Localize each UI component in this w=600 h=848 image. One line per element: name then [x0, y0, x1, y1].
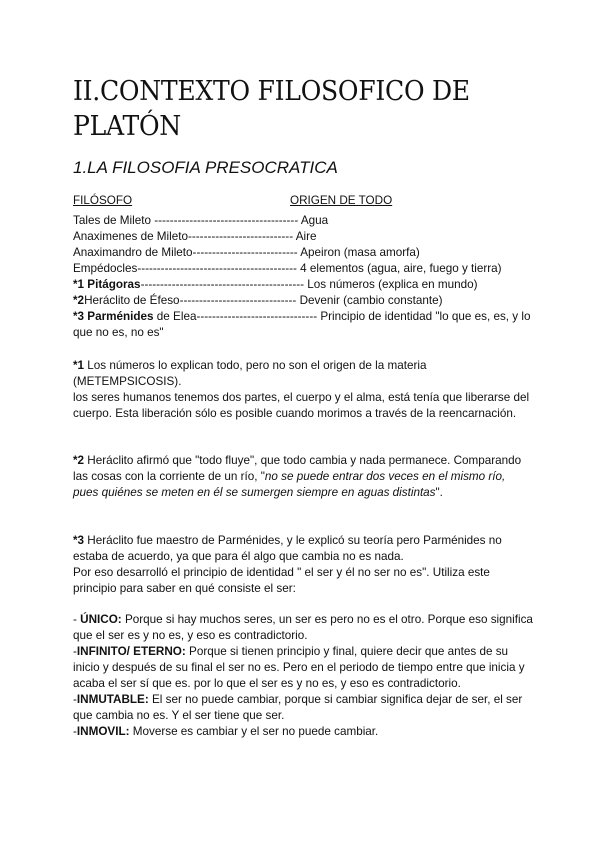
- note-text: Por eso desarrolló el principio de identidad " el ser y él no ser no es". Utiliza este principio para saber en qué consiste el ser:: [73, 566, 490, 595]
- table-row: [73, 213, 533, 229]
- origin-value: Los números (explica en mundo): [307, 278, 478, 291]
- quote-text: no se puede entrar dos veces en el mismo río, pues quiénes se meten en él se sumergen siempre en aguas distintas: [73, 470, 506, 499]
- being-attributes: [73, 612, 533, 740]
- bullet-dash: -: [73, 645, 77, 658]
- bullet-dash: -: [73, 693, 77, 706]
- origin-value: Agua: [300, 214, 329, 227]
- philosopher-name: Pitágoras: [87, 278, 141, 291]
- philosopher-name: Tales de Mileto: [73, 214, 151, 227]
- note-heraclito: [73, 453, 533, 501]
- attribute-label: INFINITO/ ETERNO:: [76, 645, 186, 658]
- section-heading: 1.LA FILOSOFIA PRESOCRATICA: [73, 158, 338, 177]
- table-header-philosopher: FILÓSOFO: [73, 194, 133, 207]
- note-parmenides: [73, 533, 533, 597]
- attribute-text: Porque si hay muchos seres, un ser es pero no es el otro. Porque eso significa que el ser es y no es, y eso es contradictorio.: [73, 613, 533, 642]
- attribute-item: [73, 724, 533, 740]
- origin-value: Apeiron (masa amorfa): [300, 246, 420, 259]
- philosopher-name: Heráclito de Éfeso: [84, 294, 180, 307]
- note-text: Heráclito fue maestro de Parménides, y le explicó su teoría pero Parménides no estaba de acuerdo, ya que para él algo que cambia no es nada.: [73, 534, 502, 563]
- origin-value: Aire: [295, 230, 317, 243]
- table-row: [73, 245, 533, 261]
- note-line: [73, 358, 533, 390]
- leader-dashes: ------------------------------------------: [140, 278, 308, 291]
- leader-dashes: ---------------------------: [188, 230, 296, 243]
- origin-value: 4 elementos (agua, aire, fuego y tierra): [300, 262, 502, 275]
- note-text: los seres humanos tenemos dos partes, el cuerpo y el alma, está tenía que liberarse del cuerpo. Esta liberación sólo es posible cuando morimos a través de la reencarnación.: [73, 391, 530, 420]
- leader-dashes: ---------------------------: [192, 246, 301, 259]
- bullet-dash: -: [73, 725, 77, 738]
- attribute-item: [73, 612, 533, 644]
- attribute-item: [73, 692, 533, 724]
- note-line: [73, 533, 533, 565]
- attribute-label: INMOVIL:: [76, 725, 130, 738]
- note-text: Los números lo explican todo, pero no son el origen de la materia (METEMPSICOSIS).: [73, 359, 427, 388]
- philosopher-name: Anaximenes de Mileto: [73, 230, 188, 243]
- footnote-marker: *2: [73, 454, 85, 467]
- page-title: II.CONTEXTO FILOSOFICO DE PLATÓN: [73, 76, 470, 142]
- bullet-dash: -: [73, 613, 81, 626]
- quote-end: ".: [435, 486, 443, 499]
- origin-value: Devenir (cambio constante): [299, 294, 443, 307]
- attribute-text: Moverse es cambiar y el ser no puede cambiar.: [129, 725, 379, 738]
- philosopher-name: Empédocles: [73, 262, 138, 275]
- attribute-text: El ser no puede cambiar, porque si cambiar significa dejar de ser, el ser que cambia no es. Y el ser tiene que ser.: [73, 693, 523, 722]
- leader-dashes: -----------------------------------------: [137, 262, 301, 275]
- philosopher-name-suffix: de Elea: [153, 310, 197, 323]
- table-header-origin: ORIGEN DE TODO: [290, 194, 393, 207]
- leader-dashes: -------------------------------------: [150, 214, 301, 227]
- table-row: [73, 229, 533, 245]
- attribute-text: Porque si tienen principio y final, quiere decir que antes de su inicio y después de su final el ser no es. Pero en el periodo de tiempo entre que inicia y acaba el ser sí que es. por lo que el ser es y no es, y eso es contradictorio.: [73, 645, 525, 690]
- note-pitagoras: [73, 358, 533, 422]
- philosopher-table: [73, 213, 533, 341]
- note-text: Heráclito afirmó que "todo fluye", que todo cambia y nada permanece. Comparando las cosas con la corriente de un río, ": [73, 454, 522, 483]
- attribute-label: ÚNICO:: [80, 613, 122, 626]
- philosopher-name: Parménides: [87, 310, 154, 323]
- table-row: [73, 309, 533, 341]
- origin-value: Principio de identidad "lo que es, es, y lo que no es, no es": [73, 310, 531, 339]
- attribute-item: [73, 644, 533, 692]
- footnote-marker: *1: [73, 359, 85, 372]
- table-row: [73, 293, 533, 309]
- footnote-marker: *1: [73, 278, 88, 291]
- attribute-label: INMUTABLE:: [76, 693, 149, 706]
- footnote-marker: *2: [73, 294, 85, 307]
- footnote-marker: *3: [73, 310, 88, 323]
- footnote-marker: *3: [73, 534, 85, 547]
- leader-dashes: ------------------------------: [179, 294, 300, 307]
- philosopher-name: Anaximandro de Mileto: [73, 246, 193, 259]
- leader-dashes: -------------------------------: [196, 310, 321, 323]
- table-row: [73, 261, 533, 277]
- table-row: [73, 277, 533, 293]
